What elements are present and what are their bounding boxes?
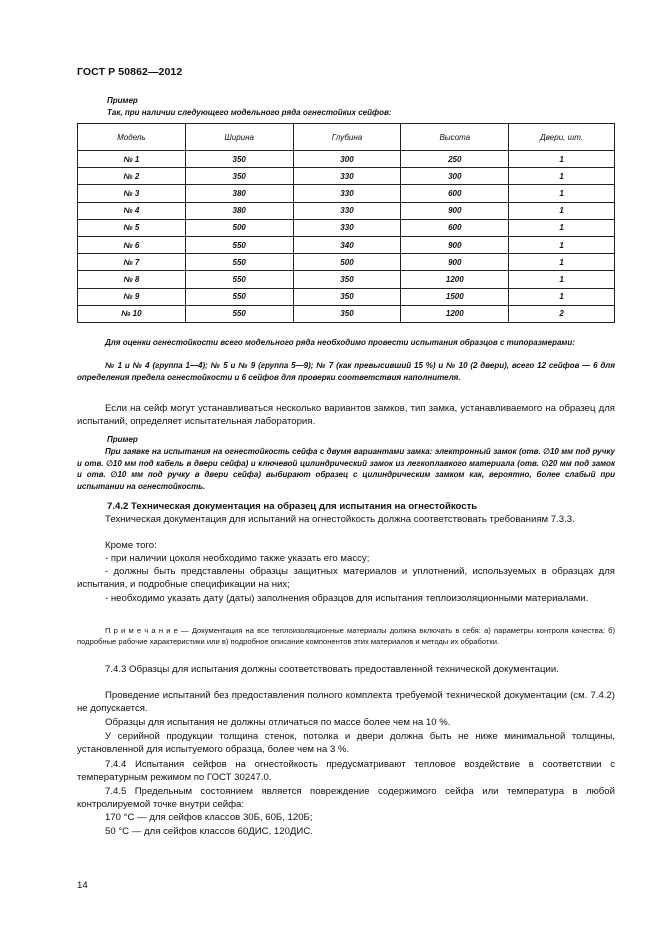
col-header-model: Модель [78,124,186,151]
cell: 330 [293,168,401,185]
table-row [78,305,615,322]
cell: 300 [293,151,401,168]
cell: 1 [509,151,615,168]
table-row [78,151,615,168]
cell: 1 [509,202,615,219]
cell: 1500 [401,288,509,305]
cell: 380 [185,202,293,219]
section-743-p2: Проведение испытаний без предоставления полного комплекта требуемой технической документации (см. 7.4.2) не допускается. [77,690,615,714]
cell: 330 [293,185,401,202]
col-header-doors: Двери, шт. [509,124,615,151]
cell: 1 [509,168,615,185]
cell: № 8 [78,271,186,288]
list-item: - должны быть представлены образцы защитных материалов и уплотнений, используемых в образцах для испытания, и подробные спецификации на них; [77,566,615,590]
safe-models-table [77,123,615,323]
section-743-p1: 7.4.3 Образцы для испытания должны соответствовать предоставленной технической документации. [105,664,559,675]
note-label: П р и м е ч а н и е [105,626,178,635]
table-row [78,288,615,305]
section-742-p1: Техническая документация для испытаний на огнестойкость должна соответствовать требованиям 7.3.3. [105,514,575,525]
cell: 550 [185,271,293,288]
cell: 1 [509,271,615,288]
col-header-depth: Глубина [293,124,401,151]
cell: 1 [509,254,615,271]
section-745-p3: 50 °С — для сейфов классов 60ДИС, 120ДИС. [105,826,313,837]
section-743-p3: Образцы для испытания не должны отличаться по массе более чем на 10 %. [105,717,451,728]
cell: 330 [293,202,401,219]
list-item: - при наличии цоколя необходимо также указать его массу; [105,553,370,564]
cell: № 3 [78,185,186,202]
cell: 900 [401,236,509,253]
col-header-height: Высота [401,124,509,151]
cell: 380 [185,185,293,202]
cell: 1 [509,185,615,202]
table-row [78,236,615,253]
cell: 500 [293,254,401,271]
example2-label: Пример [107,435,138,444]
example-intro: Так, при наличии следующего модельного ряда огнестойких сейфов: [107,108,392,117]
cell: 300 [401,168,509,185]
cell: 900 [401,202,509,219]
cell: 600 [401,219,509,236]
page-number: 14 [77,880,88,891]
section-742-heading [107,501,477,514]
cell: 500 [185,219,293,236]
section-title: Техническая документация на образец для испытания на огнестойкость [131,501,478,512]
table-row [78,219,615,236]
cell: 550 [185,254,293,271]
cell: № 2 [78,168,186,185]
locks-paragraph: Если на сейф могут устанавливаться несколько вариантов замков, тип замка, устанавливаемого на образец для испытаний, определяет испытательная лаборатория. [77,403,615,427]
cell: 1200 [401,305,509,322]
table-header-row [78,124,615,151]
cell: № 5 [78,219,186,236]
section-745-p2: 170 °С — для сейфов классов 30Б, 60Б, 120Б; [105,812,313,823]
table-row [78,254,615,271]
note [77,625,615,647]
cell: 350 [293,288,401,305]
cell: № 1 [78,151,186,168]
cell: 1 [509,236,615,253]
table-row [78,185,615,202]
cell: 330 [293,219,401,236]
section-744-p1: 7.4.4 Испытания сейфов на огнестойкость предусматривают тепловое воздействие в соответствии с температурным режимом по ГОСТ 30247.0. [77,759,615,783]
cell: 250 [401,151,509,168]
sample-selection-paragraph: № 1 и № 4 (группа 1—4); № 5 и № 9 (группа 5—9); № 7 (как превысивший 15 %) и № 10 (2 двери), всего 12 сейфов — 6 для определения предела огнестойкости и 6 сейфов для проверки соответствия наполнителя. [77,361,615,382]
note-text: — Документация на все теплоизоляционные материалы должна включать в себя: а) параметры контроля качества; б) подробные рабочие характеристики или в) подробное описание компонентов этих материалов и методы их обработки. [77,626,615,646]
cell: 350 [293,305,401,322]
cell: 350 [185,151,293,168]
cell: 550 [185,305,293,322]
cell: № 9 [78,288,186,305]
section-number: 7.4.2 [107,501,129,512]
cell: 900 [401,254,509,271]
cell: № 6 [78,236,186,253]
section-743-p4: У серийной продукции толщина стенок, потолка и двери должна быть не ниже минимальной толщины, установленной для испытуемого образца, более чем на 3 %. [77,731,615,755]
table-row [78,202,615,219]
cell: 340 [293,236,401,253]
col-header-width: Ширина [185,124,293,151]
cell: 1 [509,288,615,305]
cell: 1200 [401,271,509,288]
list-item: - необходимо указать дату (даты) заполнения образцов для испытания теплоизоляционными материалами. [105,593,589,604]
cell: 550 [185,288,293,305]
cell: № 10 [78,305,186,322]
section-742-p2: Кроме того: [105,540,157,551]
cell: № 4 [78,202,186,219]
example2-text: При заявке на испытания на огнестойкость сейфа с двумя вариантами замка: электронный замок (отв. ∅10 мм под ручку и отв. ∅10 мм под кабель в двери сейфа) и ключевой цилиндрический замок из легкоплавкого материала (отв. ∅20 мм под замок и отв. ∅10 мм под ручку в двери сейфа) выбирают образец с цилиндрическим замком как, вероятно, более слабый при испытании на огнестойкость. [77,447,615,491]
table-row [78,271,615,288]
example-label: Пример [107,96,138,105]
table-row [78,168,615,185]
cell: 600 [401,185,509,202]
cell: 2 [509,305,615,322]
cell: 350 [185,168,293,185]
cell: 550 [185,236,293,253]
cell: № 7 [78,254,186,271]
section-745-p1: 7.4.5 Предельным состоянием является повреждение содержимого сейфа или температура в любой контролируемой точке внутри сейфа: [77,786,615,810]
evaluation-paragraph: Для оценки огнестойкости всего модельного ряда необходимо провести испытания образцов с типоразмерами: [105,338,575,347]
cell: 350 [293,271,401,288]
cell: 1 [509,219,615,236]
document-header: ГОСТ Р 50862—2012 [77,66,183,78]
